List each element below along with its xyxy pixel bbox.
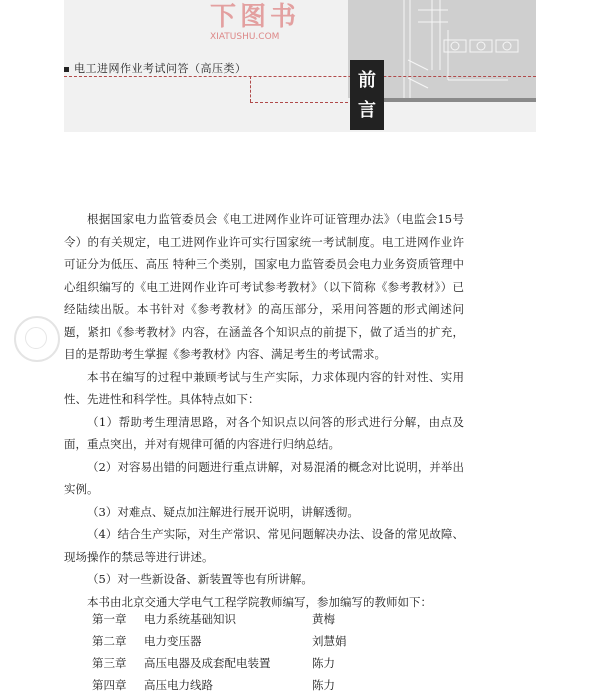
author-row [92,674,472,696]
paragraph: （5）对一些新设备、新装置等也有所讲解。 [87,572,313,586]
header-dashed-rule [64,76,536,77]
author-row [92,630,472,652]
chapter-number: 第三章 [92,656,127,670]
preface-body [64,208,464,613]
book-title-text: 电工进网作业考试问答（高压类） [74,62,247,75]
chapter-number: 第四章 [92,678,127,692]
watermark-site-text: XIATUSHU.COM [210,32,280,42]
paragraph: （3）对难点、疑点加注解进行展开说明，讲解透彻。 [87,504,359,519]
chapter-title: 高压电器及成套配电装置 [144,656,271,670]
book-title [64,60,247,76]
header-bottom-strip [384,98,536,102]
chapter-author: 陈力 [312,656,335,670]
paragraph: （1）帮助考生理清思路，对各个知识点以问答的形式进行分解，由点及面，重点突出，并对有规律可循的内容进行归纳总结。 [64,414,464,451]
chapter-title: 电力变压器 [144,634,202,648]
author-row [92,652,472,674]
chapter-title: 电力系统基础知识 [144,612,236,626]
author-row [92,608,472,630]
watermark-logo [210,2,330,44]
paragraph: （2）对容易出错的问题进行重点讲解，对易混淆的概念对比说明，并举出实例。 [64,459,464,496]
title-bullet-icon [64,67,69,72]
author-list [92,608,472,696]
section-label-char: 前 [358,70,376,91]
header-dashed-connector [250,76,251,102]
paragraph: 本书在编写的过程中兼顾考试与生产实际，力求体现内容的针对性、实用性、先进性和科学性。具体特点如下： [64,369,464,406]
watermark-logo-text: 下图书 [210,2,301,32]
chapter-number: 第一章 [92,612,127,626]
chapter-author: 陈力 [312,678,335,692]
chapter-author: 黄梅 [312,612,335,626]
paragraph: （4）结合生产实际，对生产常识、常见问题解决办法、设备的常见故障、现场操作的禁忌等进行讲述。 [64,527,464,564]
chapter-number: 第二章 [92,634,127,648]
paragraph: 根据国家电力监管委员会《电工进网作业许可证管理办法》（电监会15号令）的有关规定，电工进网作业许可实行国家统一考试制度。电工进网作业许可证分为低压、高压 特种三个类别，国家电力监管委员会电力业务资质管理中心组织编写的《电工进网作业许可考试参考教材》（以下简称《参考教材》）已经陆续出版。本书针对《参考教材》的高压部分，采用问答题的形式阐述问题，紧扣《参考教材》内容，在涵盖各个知识点的前提下，做了适当的扩充，目的是帮助考生掌握《参考教材》内容、满足考生的考试需求。 [64,212,464,361]
chapter-author: 刘慧娟 [312,634,347,648]
header-dashed-rule-lower [250,102,348,103]
chapter-title: 高压电力线路 [144,678,213,692]
section-label [350,60,384,130]
paragraph: 本书由北京交通大学电气工程学院教师编写，参加编写的教师如下： [87,594,432,609]
section-label-char: 言 [358,100,376,121]
library-seal-icon [14,316,60,362]
